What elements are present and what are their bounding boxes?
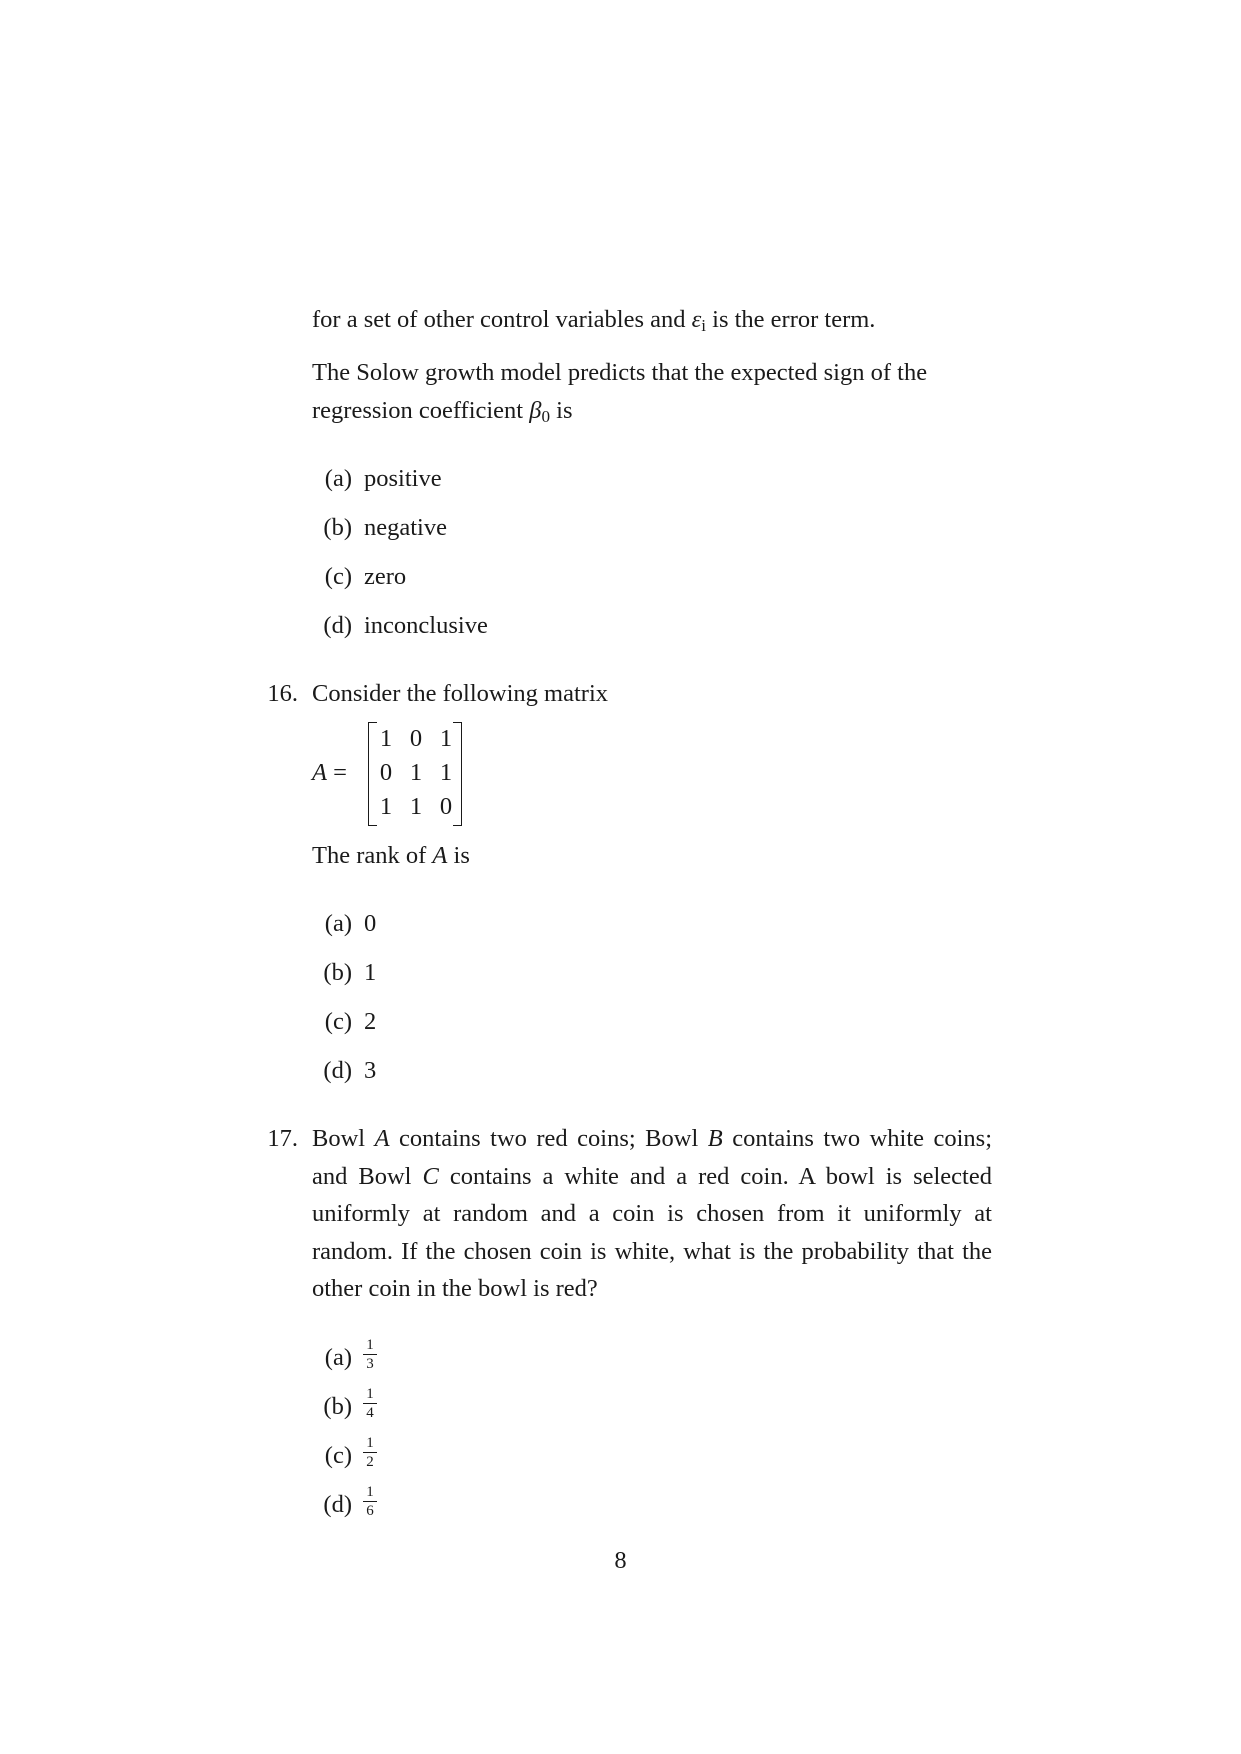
q17-bowl-b: B bbox=[707, 1125, 723, 1152]
q17-option-b-label: (b) bbox=[323, 1393, 352, 1420]
q15-option-a-label: (a) bbox=[324, 465, 352, 492]
q17-text-4: contains a white and a red coin. A bowl is selected uniformly at random and a coin is chosen from it uniformly at random. If the chosen coin is white, what is the probability that the other coin in the bowl is red? bbox=[312, 1162, 992, 1302]
matrix-cell-r3c1: 1 bbox=[379, 793, 393, 820]
fraction-bar bbox=[363, 1354, 377, 1355]
fraction-bar bbox=[363, 1452, 377, 1453]
q17-bowl-a: A bbox=[374, 1125, 390, 1152]
matrix-cell-r1c3: 1 bbox=[439, 725, 453, 752]
q16-option-c-label: (c) bbox=[324, 1008, 352, 1035]
q17-bowl-c: C bbox=[422, 1162, 439, 1190]
q17-option-c-denominator: 2 bbox=[366, 1454, 374, 1470]
q16-prompt: Consider the following matrix bbox=[312, 680, 608, 707]
fraction-bar bbox=[363, 1403, 377, 1404]
q17-text-1: Bowl bbox=[312, 1125, 375, 1152]
q16-option-b-label: (b) bbox=[323, 959, 352, 986]
q16-rank-var: A bbox=[432, 842, 448, 869]
q17-option-a-numerator: 1 bbox=[366, 1337, 374, 1353]
q17-text-2: contains two red coins; Bowl bbox=[389, 1125, 708, 1152]
matrix-equation-label bbox=[312, 758, 347, 788]
q17-option-a-denominator: 3 bbox=[366, 1356, 374, 1372]
matrix-cell-r3c3: 0 bbox=[439, 793, 453, 820]
matrix-cell-r1c2: 0 bbox=[409, 725, 423, 752]
q17-option-d-label: (d) bbox=[323, 1491, 352, 1518]
beta-char: β bbox=[529, 397, 542, 424]
equals-sign: = bbox=[333, 759, 347, 786]
q15-option-d-label: (d) bbox=[323, 612, 352, 639]
q15-stem-line2 bbox=[312, 396, 572, 426]
matrix-a bbox=[368, 722, 462, 826]
q16-number: 16. bbox=[267, 680, 298, 707]
q15-option-b-text: negative bbox=[364, 514, 447, 541]
q15-option-b-label: (b) bbox=[323, 514, 352, 541]
q17-option-b-denominator: 4 bbox=[366, 1405, 374, 1421]
q15-stem-post: is bbox=[550, 397, 573, 424]
q15-stem-pre: regression coefficient bbox=[312, 397, 530, 424]
matrix-cell-r2c2: 1 bbox=[409, 759, 423, 786]
q17-text-3: contains two white coins; and Bowl bbox=[312, 1125, 993, 1190]
q16-rank-post: is bbox=[447, 842, 470, 869]
q17-option-a-fraction bbox=[362, 1338, 378, 1372]
matrix-name: A bbox=[312, 759, 327, 786]
q16-rank-line bbox=[312, 841, 470, 871]
continuation-line bbox=[312, 305, 875, 335]
q16-option-c-text: 2 bbox=[364, 1008, 377, 1035]
matrix-cell-r2c1: 0 bbox=[379, 759, 393, 786]
q17-option-c-fraction bbox=[362, 1436, 378, 1470]
q16-option-a-label: (a) bbox=[324, 910, 352, 937]
q17-stem bbox=[312, 1120, 992, 1308]
q15-option-d-text: inconclusive bbox=[364, 612, 488, 639]
q17-option-c-numerator: 1 bbox=[366, 1435, 374, 1451]
q17-option-d-fraction bbox=[362, 1485, 378, 1519]
q15-option-a-text: positive bbox=[364, 465, 442, 492]
q15-option-c-label: (c) bbox=[324, 563, 352, 590]
q16-option-d-text: 3 bbox=[364, 1057, 377, 1084]
matrix-cell-r3c2: 1 bbox=[409, 793, 423, 820]
q17-option-d-denominator: 6 bbox=[366, 1503, 374, 1519]
continuation-text-pre: for a set of other control variables and bbox=[312, 306, 692, 333]
beta-symbol bbox=[529, 397, 550, 424]
q15-option-c-text: zero bbox=[364, 563, 407, 590]
matrix-cell-r2c3: 1 bbox=[439, 759, 453, 786]
q16-option-d-label: (d) bbox=[323, 1057, 352, 1084]
beta-subscript: 0 bbox=[541, 407, 551, 426]
q15-stem-line1: The Solow growth model predicts that the expected sign of the bbox=[312, 359, 928, 386]
epsilon-char: ε bbox=[691, 306, 702, 333]
epsilon-symbol bbox=[692, 306, 706, 333]
matrix-cell-r1c1: 1 bbox=[379, 725, 393, 752]
q17-option-b-fraction bbox=[362, 1387, 378, 1421]
q17-option-b-numerator: 1 bbox=[366, 1386, 374, 1402]
q17-number: 17. bbox=[267, 1125, 298, 1152]
fraction-bar bbox=[363, 1501, 377, 1502]
q16-option-b-text: 1 bbox=[364, 959, 377, 986]
q17-option-c-label: (c) bbox=[324, 1442, 352, 1469]
q16-option-a-text: 0 bbox=[364, 910, 377, 937]
continuation-text-post: is the error term. bbox=[706, 306, 876, 333]
q16-rank-pre: The rank of bbox=[312, 842, 433, 869]
epsilon-subscript: i bbox=[701, 316, 707, 335]
page-number: 8 bbox=[614, 1547, 627, 1574]
q17-option-d-numerator: 1 bbox=[366, 1484, 374, 1500]
q17-option-a-label: (a) bbox=[324, 1344, 352, 1371]
